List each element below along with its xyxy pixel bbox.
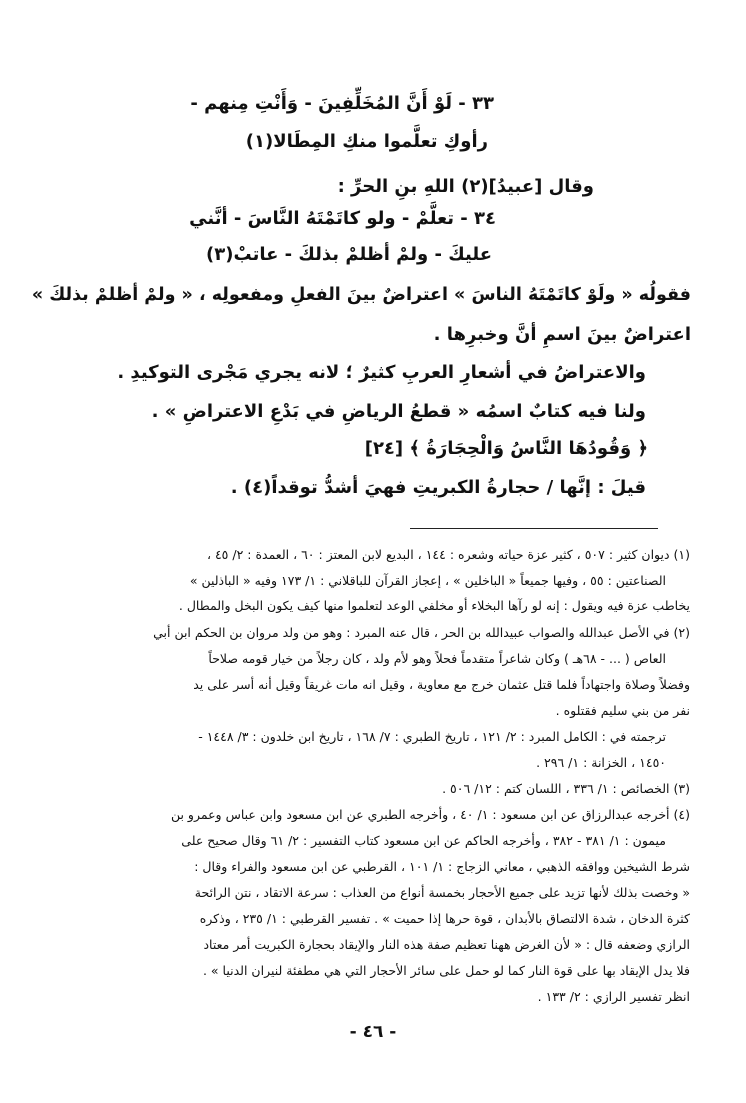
footnote-1-line-1: (١) ديوان كثير : ٥٠٧ ، كثير عزة حياته وشعره : ١٤٤ ، البديع لابن المعتز : ٦٠ ، العمدة : ٢/ ٤٥ ، (206, 547, 690, 562)
footnote-4-line-6: الرازي وضعفه قال : « لأن الغرض ههنا تعظيم صفة هذه النار والإيقاد بحجارة الكبريت أمر معتاد (203, 937, 690, 952)
commentary-line-2: اعتراضٌ بينَ اسمِ أنَّ وخبرِها . (433, 324, 691, 345)
verse-33-line-2: رأوكِ تعلَّموا منكِ المِطَالا(١) (245, 131, 488, 152)
footnote-2-line-2: العاص ( ... - ٦٨هـ ) وكان شاعراً متقدماً فحلاً وهو لأم ولد ، كان رجلاً من خيار قومه صلاحاً (208, 651, 666, 666)
verse-34-line-2: عليكَ - ولمْ أظلمْ بذلكَ - عاتبْ(٣) (206, 244, 492, 265)
footnote-2-line-1: (٢) في الأصل عبدالله والصواب عبيدالله بن الحر ، قال عنه المبرد : وهو من ولد مروان بن الحكم ابن أبي (153, 625, 690, 640)
verse-33-line-1: ٣٣ - لَوْ أَنَّ المُخَلِّفِينَ - وَأَنْتِ مِنهم - (190, 93, 494, 114)
footnote-4-line-3: شرط الشيخين ووافقه الذهبي ، معاني الزجاج : ١/ ١٠١ ، القرطبي عن ابن مسعود والفراء وقال : (194, 859, 690, 874)
footnote-2-line-4: نفر من بني سليم فقتلوه . (555, 703, 690, 718)
footnote-3: (٣) الخصائص : ١/ ٣٣٦ ، اللسان كتم : ١٢/ ٥٠٦ . (442, 781, 690, 796)
footnote-1-line-2: الصناعتين : ٥٥ ، وفيها جميعاً « الباخلين » ، إعجاز القرآن للباقلاني : ١/ ١٧٣ وفيه « الباذلين » (189, 573, 666, 588)
verse-34-line-1: ٣٤ - تعلَّمْ - ولو كاتَمْتَهُ النَّاسَ - أنَّني (189, 208, 496, 229)
footnote-4-line-5: كثرة الدخان ، شدة الالتصاق بالأبدان ، قوة حرها إذا حميت » . تفسير القرطبي : ١/ ٢٣٥ ، وذكره (199, 911, 690, 926)
page-number: - ٤٦ - (349, 1022, 397, 1042)
footnote-4-line-4: « وخصت بذلك لأنها تزيد على جميع الأحجار بخمسة أنواع من العذاب : سرعة الاتقاد ، نتن الرائحة (194, 885, 690, 900)
footnote-2-line-5: ترجمته في : الكامل المبرد : ٢/ ١٢١ ، تاريخ الطبري : ٧/ ١٦٨ ، تاريخ ابن خلدون : ٣/ ١٤٤٨ - (198, 729, 666, 744)
footnote-2-line-6: ١٤٥٠ ، الخزانة : ١/ ٢٩٦ . (536, 755, 666, 770)
commentary-line-1: فقولُه « ولَوْ كاتَمْتَهُ الناسَ » اعتراضٌ بينَ الفعلِ ومفعولِه ، « ولمْ أظلمْ بذلكَ » (31, 285, 691, 305)
commentary-line-3: والاعتراضُ في أشعارِ العربِ كثيرٌ ؛ لانه يجري مَجْرى التوكيدِ . (117, 362, 646, 383)
footnote-2-line-3: وفضلاً وصلاة واجتهاداً فلما قتل عثمان خرج مع معاوية ، وقيل انه مات غريقاً وقيل أنه أسر على يد (193, 677, 690, 692)
footnote-4-line-1: (٤) أخرجه عبدالرزاق عن ابن مسعود : ١/ ٤٠ ، وأخرجه الطبري عن ابن مسعود وابن عباس وعمرو بن (170, 807, 690, 822)
footnote-4-line-8: انظر تفسير الرازي : ٢/ ١٣٣ . (537, 989, 690, 1004)
footnote-separator (410, 528, 658, 529)
footnote-4-line-7: فلا يدل الإيقاد بها على قوة النار كما لو حمل على سائر الأحجار التي هي مطفئة لنيران الدنيا » . (202, 963, 690, 978)
attribution-line: وقال [عبيدُ](٢) اللهِ بنِ الحرِّ : (337, 176, 594, 197)
commentary-line-4: ولنا فيه كتابٌ اسمُه « قطعُ الرياضِ في بَدْعِ الاعتراضِ » . (151, 401, 646, 422)
footnote-1-line-3: يخاطب عزة فيه ويقول : إنه لو رآها البخلاء أو مخلفي الوعد لتعلموا منها كيف يكون البخل والمطال . (178, 598, 690, 613)
commentary-line-5: قيلَ : إنَّها / حجارةُ الكبريتِ فهيَ أشدُّ توقداً(٤) . (230, 477, 646, 498)
footnote-4-line-2: ميمون : ١/ ٣٨١ - ٣٨٢ ، وأخرجه الحاكم عن ابن مسعود كتاب التفسير : ٢/ ٦١ وقال صحيح على (181, 833, 666, 848)
quran-verse-line: ﴿ وَقُودُهَا النَّاسُ وَالْحِجَارَةُ ﴾ [٢٤] (364, 438, 648, 459)
